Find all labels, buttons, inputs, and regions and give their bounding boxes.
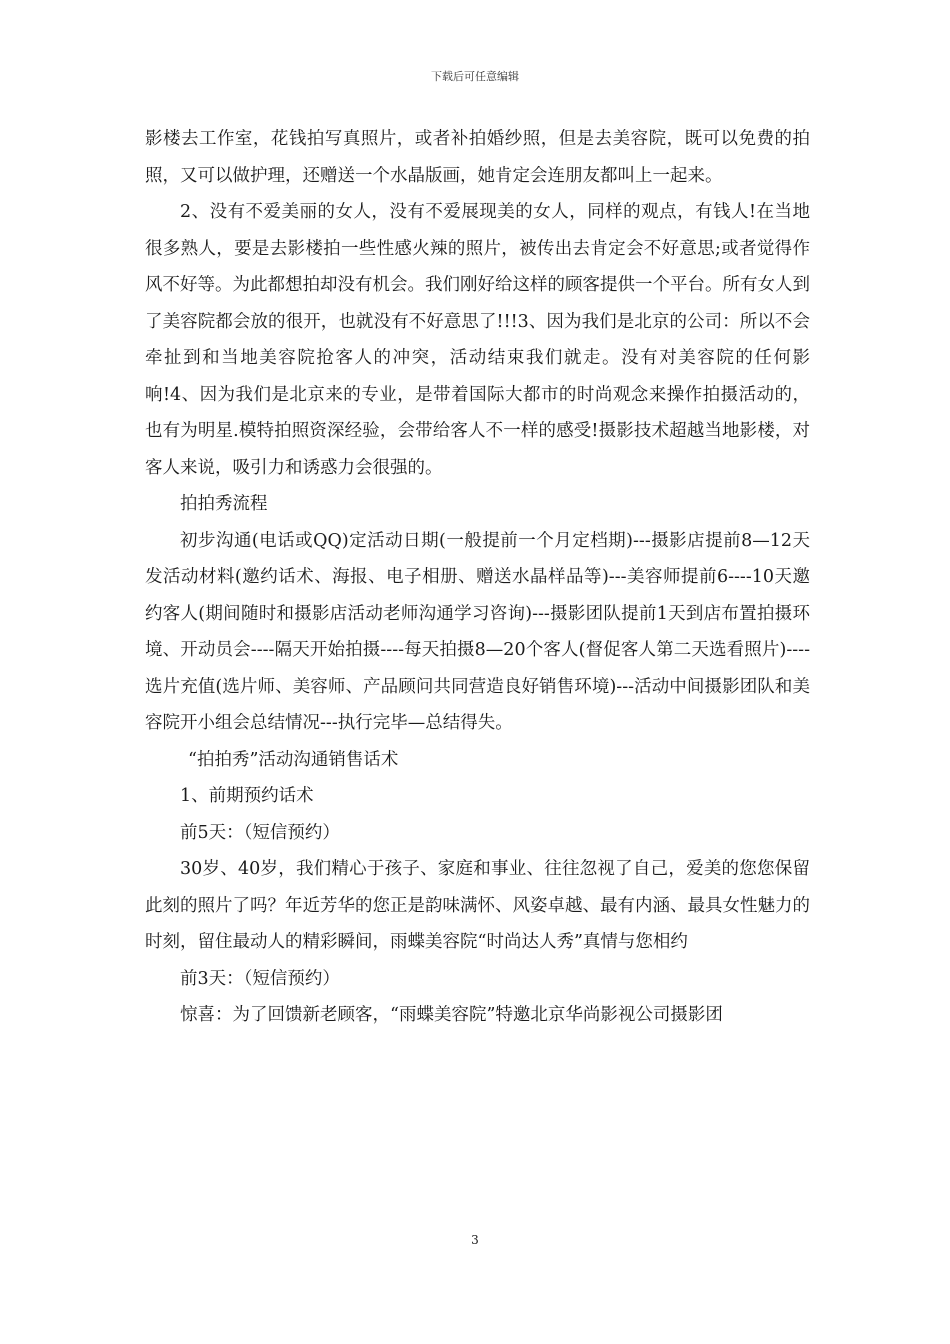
paragraph-reasons: 2、没有不爱美丽的女人，没有不爱展现美的女人，同样的观点，有钱人!在当地很多熟人，要是去影楼拍一些性感火辣的照片，被传出去肯定会不好意思;或者觉得作风不好等。为此都想拍却没有机会。我们刚好给这样的顾客提供一个平台。所有女人到了美容院都会放的很开，也就没有不好意思了!!!3、因为我们是北京的公司：所以不会牵扯到和当地美容院抢客人的冲突，活动结束我们就走。没有对美容院的任何影响!4、因为我们是北京来的专业，是带着国际大都市的时尚观念来操作拍摄活动的，也有为明星.模特拍照资深经验，会带给客人不一样的感受!摄影技术超越当地影楼，对客人来说，吸引力和诱惑力会很强的。 — [145, 202, 810, 478]
page-number: 3 — [471, 1233, 479, 1247]
page-header: 下载后可任意编辑 — [431, 70, 519, 83]
subheading-5-days: 前5天：（短信预约） — [180, 822, 340, 843]
paragraph-sms-5-days: 30岁、40岁，我们精心于孩子、家庭和事业、往往忽视了自己，爱美的您您保留此刻的照片了吗？年近芳华的您正是韵味满怀、风姿卓越、最有内涵、最具女性魅力的时刻，留住最动人的精彩瞬间，雨蝶美容院“时尚达人秀”真情与您相约 — [145, 859, 810, 952]
section-heading-sales-script: “拍拍秀”活动沟通销售话术 — [188, 749, 399, 770]
page-body — [145, 121, 810, 1034]
paragraph-continued: 影楼去工作室，花钱拍写真照片，或者补拍婚纱照，但是去美容院，既可以免费的拍照，又可以做护理，还赠送一个水晶版画，她肯定会连朋友都叫上一起来。 — [145, 129, 810, 186]
paragraph-process: 初步沟通(电话或QQ)定活动日期(一般提前一个月定档期)---摄影店提前8—12天发活动材料(邀约话术、海报、电子相册、赠送水晶样品等)---美容师提前6----10天邀约客人(期间随时和摄影店活动老师沟通学习咨询)---摄影团队提前1天到店布置拍摄环境、开动员会----隔天开始拍摄----每天拍摄8—20个客人(督促客人第二天选看照片)----选片充值(选片师、美容师、产品顾问共同营造良好销售环境)---活动中间摄影团队和美容院开小组会总结情况---执行完毕—总结得失。 — [145, 530, 810, 733]
subheading-booking-script: 1、前期预约话术 — [180, 786, 314, 806]
section-heading-process: 拍拍秀流程 — [180, 494, 268, 514]
subheading-3-days: 前3天：（短信预约） — [180, 968, 340, 989]
paragraph-sms-3-days: 惊喜：为了回馈新老顾客，“雨蝶美容院”特邀北京华尚影视公司摄影团 — [180, 1005, 723, 1025]
